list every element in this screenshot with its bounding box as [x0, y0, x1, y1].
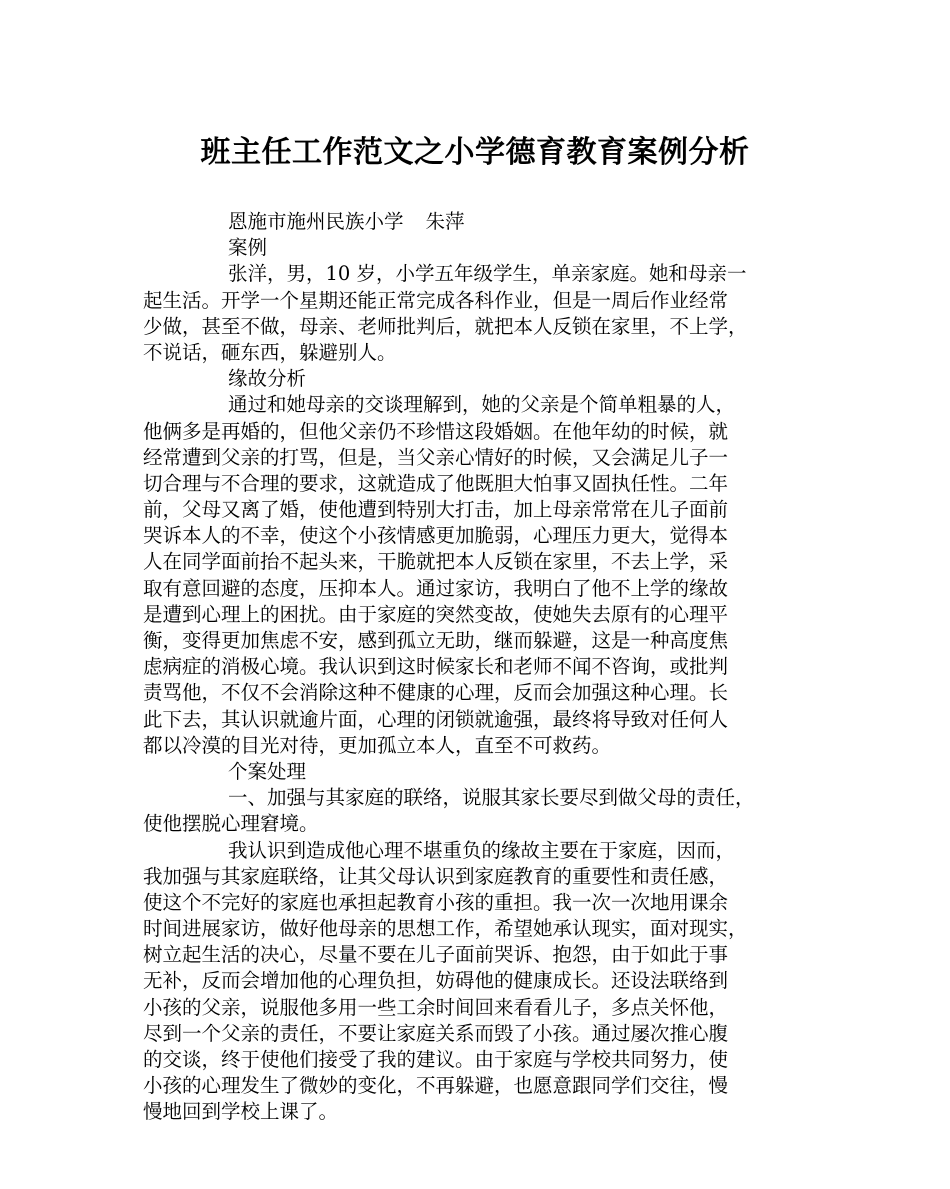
paragraph-line: 的交谈，终于使他们接受了我的建议。由于家庭与学校共同努力，使 — [143, 1048, 729, 1071]
paragraph-line: 人在同学面前抬不起头来，干脆就把本人反锁在家里，不去上学，采 — [143, 550, 729, 574]
paragraph-line: 不说话，砸东西，躲避别人。 — [143, 340, 397, 364]
paragraph-line: 小孩的父亲，说服他多用一些工余时间回来看看儿子，多点关怀他， — [143, 995, 729, 1019]
paragraph-line: 我加强与其家庭联络，让其父母认识到家庭教育的重要性和责任感， — [143, 864, 729, 888]
paragraph-line: 使他摆脱心理窘境。 — [143, 812, 319, 836]
author-line — [143, 209, 819, 235]
paragraph-line: 一、加强与其家庭的联络，说服其家长要尽到做父母的责任， — [228, 786, 755, 810]
paragraph-line: 尽到一个父亲的责任，不要让家庭关系而毁了小孩。通过屡次推心腹 — [143, 1021, 729, 1045]
paragraph-line: 张洋，男，10 岁，小学五年级学生，单亲家庭。她和母亲一 — [228, 262, 747, 286]
paragraph-line: 前，父母又离了婚，使他遭到特别大打击，加上母亲常常在儿子面前 — [143, 498, 729, 522]
handling-heading: 个案处理 — [228, 759, 307, 783]
author-name: 朱萍 — [425, 210, 465, 233]
paragraph-line: 小孩的心理发生了微妙的变化，不再躲避，也愿意跟同学们交往，慢 — [143, 1074, 729, 1098]
paragraph-line: 经常遭到父亲的打骂，但是，当父亲心情好的时候，又会满足儿子一 — [143, 445, 729, 469]
reason-heading: 缘故分析 — [228, 367, 307, 391]
paragraph-line: 慢地回到学校上课了。 — [143, 1100, 339, 1124]
paragraph-line: 起生活。开学一个星期还能正常完成各科作业，但是一周后作业经常 — [143, 288, 729, 312]
paragraph-line: 他俩多是再婚的，但他父亲仍不珍惜这段婚姻。在他年幼的时候，就 — [143, 419, 729, 443]
paragraph-line: 哭诉本人的不幸，使这个小孩情感更加脆弱，心理压力更大，觉得本 — [143, 524, 729, 548]
document-body — [143, 209, 819, 1126]
document-title: 班主任工作范文之小学德育教育案例分析 — [200, 135, 750, 170]
paragraph-line: 少做，甚至不做，母亲、老师批判后，就把本人反锁在家里，不上学， — [143, 314, 748, 338]
paragraph-line: 无补，反而会增加他的心理负担，妨碍他的健康成长。还设法联络到 — [143, 969, 729, 993]
paragraph-line: 都以冷漠的目光对待，更加孤立本人，直至不可救药。 — [143, 733, 612, 757]
paragraph-line: 是遭到心理上的困扰。由于家庭的突然变故，使她失去原有的心理平 — [143, 602, 729, 626]
paragraph-line: 切合理与不合理的要求，这就造成了他既胆大怕事又固执任性。二年 — [143, 471, 729, 495]
paragraph-line: 此下去，其认识就逾片面，心理的闭锁就逾强，最终将导致对任何人 — [143, 707, 729, 731]
case-heading: 案例 — [228, 236, 268, 260]
paragraph-line: 衡，变得更加焦虑不安，感到孤立无助，继而躲避，这是一种高度焦 — [143, 629, 729, 652]
paragraph-line: 时间进展家访，做好他母亲的思想工作，希望她承认现实，面对现实， — [143, 917, 748, 941]
paragraph-line: 树立起生活的决心，尽量不要在儿子面前哭诉、抱怨，由于如此于事 — [143, 943, 729, 967]
author-school: 恩施市施州民族小学 — [228, 210, 404, 233]
paragraph-line: 取有意回避的态度，压抑本人。通过家访，我明白了他不上学的缘故 — [143, 576, 729, 600]
paragraph-line: 责骂他，不仅不会消除这种不健康的心理，反而会加强这种心理。长 — [143, 681, 729, 705]
paragraph-line: 虑病症的消极心境。我认识到这时候家长和老师不闻不咨询，或批判 — [143, 655, 729, 679]
paragraph-line: 使这个不完好的家庭也承担起教育小孩的重担。我一次一次地用课余 — [143, 890, 729, 914]
paragraph-line: 通过和她母亲的交谈理解到，她的父亲是个简单粗暴的人， — [228, 393, 736, 417]
paragraph-line: 我认识到造成他心理不堪重负的缘故主要在于家庭，因而， — [228, 838, 736, 862]
